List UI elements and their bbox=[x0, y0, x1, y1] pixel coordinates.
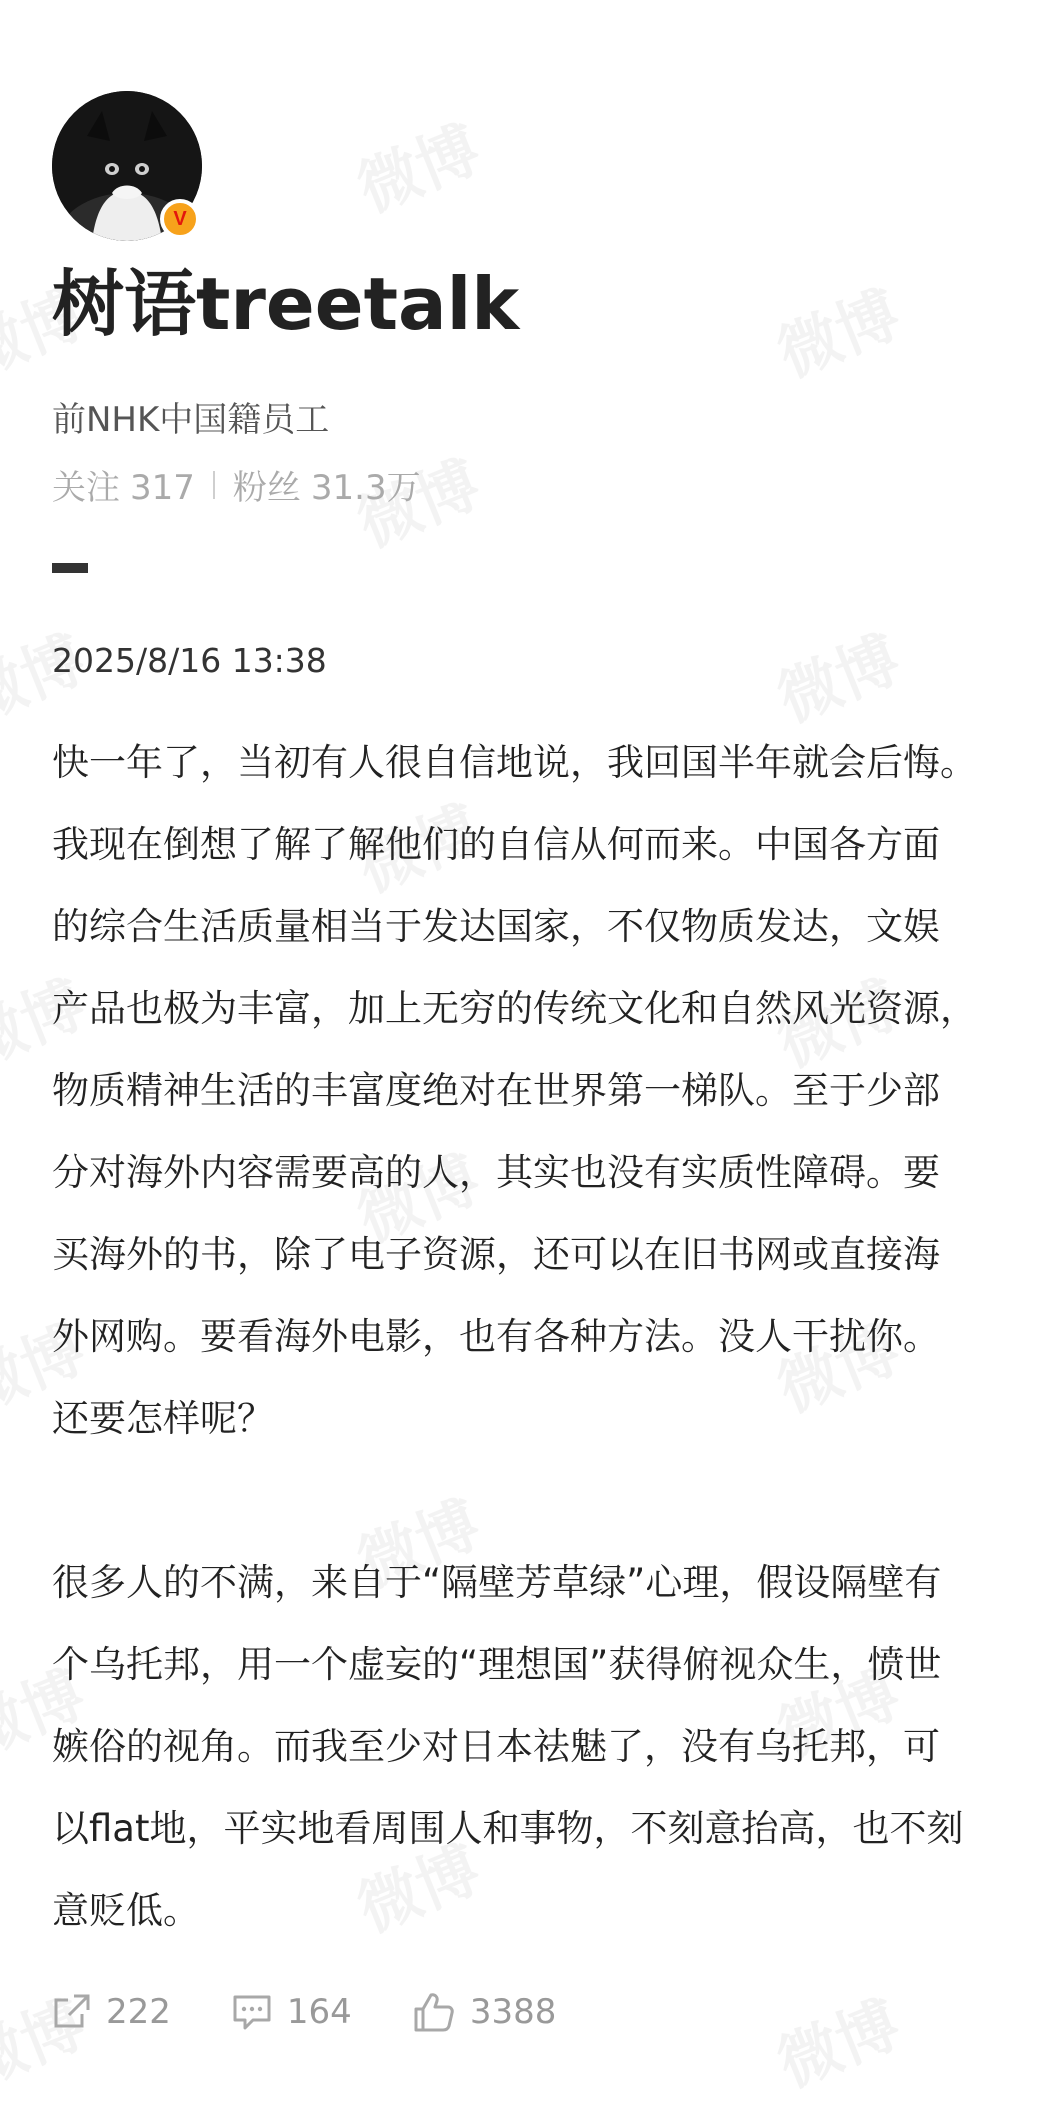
post-text-line: 个乌托邦，用一个虚妄的“理想国”获得俯视众生，愤世 bbox=[52, 1643, 942, 1686]
post-text-line: 买海外的书，除了电子资源，还可以在旧书网或直接海 bbox=[52, 1233, 940, 1276]
post-text-line: 的综合生活质量相当于发达国家，不仅物质发达，文娱 bbox=[52, 905, 940, 948]
comment-button[interactable] bbox=[231, 1992, 352, 2032]
profile-stats bbox=[52, 460, 421, 509]
comment-count: 164 bbox=[286, 1992, 352, 2032]
watermark bbox=[763, 265, 911, 394]
following-stat[interactable] bbox=[52, 460, 195, 509]
followers-stat[interactable] bbox=[233, 460, 421, 509]
watermark bbox=[763, 1975, 911, 2104]
post-text-line: 意贬低。 bbox=[52, 1889, 200, 1932]
post-content bbox=[52, 722, 1022, 1952]
profile-bio: 前NHK中国籍员工 bbox=[52, 400, 330, 440]
username[interactable]: 树语treetalk bbox=[52, 262, 520, 346]
verified-badge-icon bbox=[160, 199, 200, 239]
post-text-line: 快一年了，当初有人很自信地说，我回国半年就会后悔。 bbox=[52, 741, 977, 784]
post-text-line: 很多人的不满，来自于“隔壁芳草绿”心理，假设隔壁有 bbox=[52, 1561, 942, 1604]
repost-icon bbox=[52, 1992, 92, 2032]
stats-divider bbox=[213, 471, 215, 499]
like-button[interactable] bbox=[412, 1990, 557, 2034]
comment-icon bbox=[231, 1992, 273, 2032]
thumbs-up-icon bbox=[412, 1990, 456, 2034]
watermark bbox=[763, 610, 911, 739]
post-text-line: 物质精神生活的丰富度绝对在世界第一梯队。至于少部 bbox=[52, 1069, 940, 1112]
following-label: 关注 bbox=[52, 468, 120, 508]
post-text-line: 外网购。要看海外电影，也有各种方法。没人干扰你。 bbox=[52, 1315, 940, 1358]
post-paragraph-1 bbox=[52, 722, 1022, 1460]
post-text-line: 嫉俗的视角。而我至少对日本祛魅了，没有乌托邦，可 bbox=[52, 1725, 940, 1768]
followers-label: 粉丝 bbox=[232, 468, 301, 508]
post-text-line: 产品也极为丰富，加上无穷的传统文化和自然风光资源， bbox=[52, 987, 977, 1030]
post-paragraph-2 bbox=[52, 1542, 1022, 1952]
post-text-line: 我现在倒想了解了解他们的自信从何而来。中国各方面 bbox=[52, 823, 940, 866]
followers-count: 31.3万 bbox=[310, 468, 421, 508]
repost-count: 222 bbox=[106, 1992, 171, 2032]
like-count: 3388 bbox=[469, 1992, 557, 2032]
following-count: 317 bbox=[130, 468, 195, 508]
post-actions bbox=[52, 1990, 616, 2034]
watermark bbox=[343, 100, 491, 229]
post-text-line: 以flat地，平实地看周围人和事物，不刻意抬高，也不刻 bbox=[52, 1807, 964, 1850]
post-text-line: 分对海外内容需要高的人，其实也没有实质性障碍。要 bbox=[52, 1151, 940, 1194]
post-timestamp: 2025/8/16 13:38 bbox=[52, 641, 327, 680]
verified-badge-letter: V bbox=[173, 208, 187, 230]
post-text-line: 还要怎样呢？ bbox=[52, 1397, 274, 1440]
repost-button[interactable] bbox=[52, 1992, 171, 2032]
avatar[interactable] bbox=[52, 91, 202, 241]
paragraph-gap bbox=[52, 1460, 1022, 1542]
section-divider bbox=[52, 563, 88, 573]
